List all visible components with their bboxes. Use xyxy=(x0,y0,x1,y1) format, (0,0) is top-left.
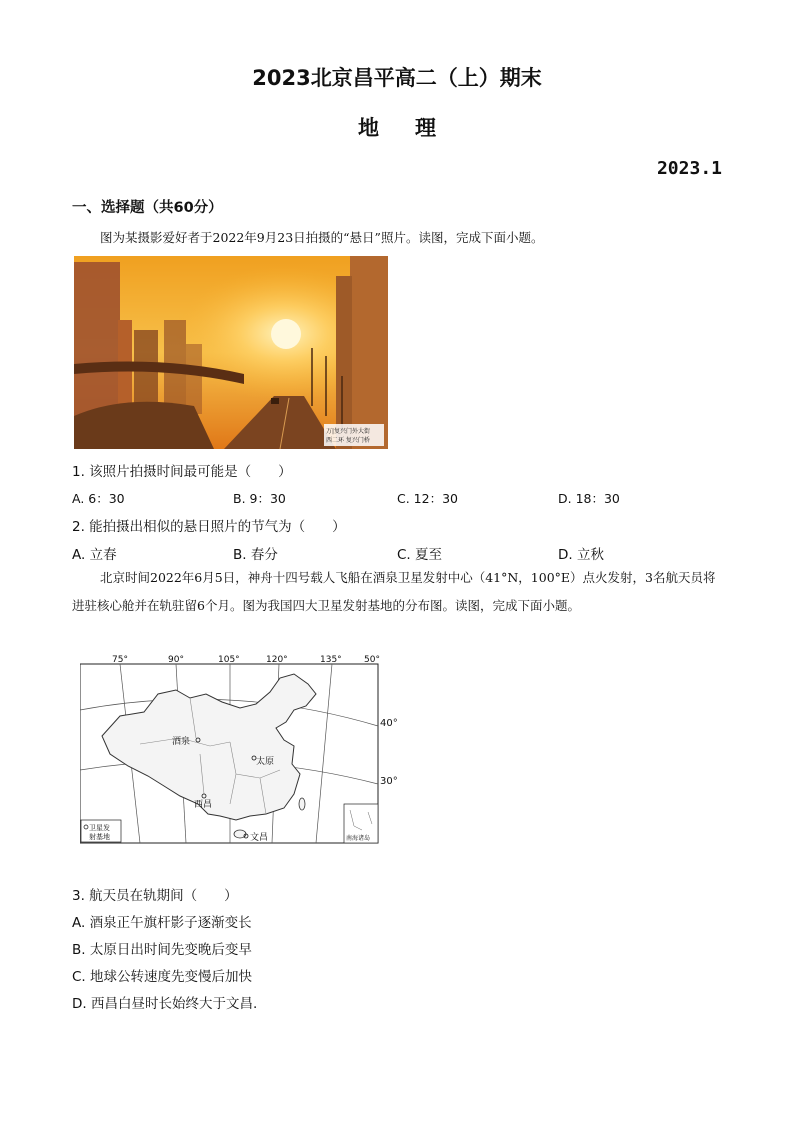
lat-label-30: 30° xyxy=(380,776,398,787)
watermark-line-2: 西二环 复兴门桥 xyxy=(326,437,370,444)
q3-option-c[interactable]: C. 地球公转速度先变慢后加快 xyxy=(72,969,253,985)
question-3-stem: 3. 航天员在轨期间（ ） xyxy=(72,888,238,904)
question-1-stem: 1. 该照片拍摄时间最可能是（ ） xyxy=(72,464,292,480)
sun xyxy=(271,319,301,349)
legend-label-2: 射基地 xyxy=(89,833,110,841)
section-title: 一、选择题（共60分） xyxy=(72,200,223,216)
watermark-line-1: 万|复兴门外大街 xyxy=(326,428,371,435)
inset-label: 南海诸岛 xyxy=(346,835,371,842)
q3-option-a[interactable]: A. 酒泉正午旗杆影子逐渐变长 xyxy=(72,915,252,931)
q2-option-a[interactable]: A. 立春 xyxy=(72,547,117,563)
subject-title xyxy=(0,112,794,142)
lon-label-105: 105° xyxy=(218,655,240,665)
subject-char-2: 理 xyxy=(415,116,436,140)
intro-paragraph-2: 北京时间2022年6月5日，神舟十四号载人飞船在酒泉卫星发射中心（41°N，100°E）点火发射，3名航天员将进驻核心舱并在轨驻留6个月。图为我国四大卫星发射基地的分布图。读图，完成下面小题。 xyxy=(72,570,716,613)
sunset-photo xyxy=(74,256,388,449)
city-label-wenchang: 文昌 xyxy=(250,833,269,843)
exam-title: 2023北京昌平高二（上）期末 xyxy=(252,66,542,90)
q3-option-b[interactable]: B. 太原日出时间先变晚后变早 xyxy=(72,942,252,958)
car xyxy=(271,398,279,404)
q2-option-b[interactable]: B. 春分 xyxy=(233,547,278,563)
lon-label-120: 120° xyxy=(266,655,288,665)
exam-date: 2023.1 xyxy=(656,158,722,179)
q1-option-c[interactable]: C. 12：30 xyxy=(397,491,458,506)
legend-label-1: 卫星发 xyxy=(89,824,110,832)
building-right-2 xyxy=(336,276,352,449)
ramp-left xyxy=(74,402,214,449)
q1-option-b[interactable]: B. 9：30 xyxy=(233,491,286,506)
lon-label-90: 90° xyxy=(168,655,184,665)
q2-option-d[interactable]: D. 立秋 xyxy=(558,547,604,563)
tower-small xyxy=(186,344,202,414)
intro-paragraph-1: 图为某摄影爱好者于2022年9月23日拍摄的“悬日”照片。读图，完成下面小题。 xyxy=(100,230,544,245)
q2-option-c[interactable]: C. 夏至 xyxy=(397,547,443,563)
city-label-xichang: 西昌 xyxy=(194,800,213,810)
q1-option-d[interactable]: D. 18：30 xyxy=(558,491,620,506)
china-launch-sites-map xyxy=(80,654,380,844)
q3-option-d[interactable]: D. 西昌白昼时长始终大于文昌. xyxy=(72,996,258,1012)
lon-label-50: 50° xyxy=(364,655,380,665)
lon-label-135: 135° xyxy=(320,655,342,665)
building-right xyxy=(350,256,388,449)
q1-option-a[interactable]: A. 6：30 xyxy=(72,491,125,506)
lat-label-40: 40° xyxy=(380,718,398,729)
city-label-jiuquan: 酒泉 xyxy=(172,737,191,747)
subject-char-1: 地 xyxy=(358,116,379,140)
city-label-taiyuan: 太原 xyxy=(256,757,275,767)
lon-label-75: 75° xyxy=(112,655,128,665)
taiwan-island xyxy=(299,798,305,810)
question-2-stem: 2. 能拍摄出相似的悬日照片的节气为（ ） xyxy=(72,519,346,535)
